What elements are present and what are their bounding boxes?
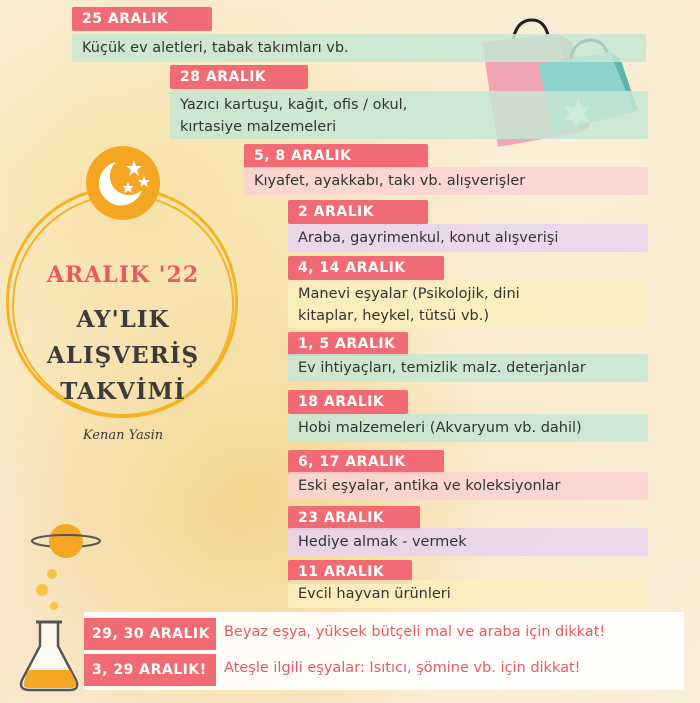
entry-date: 25 ARALIK [72, 7, 212, 31]
entry-date: 28 ARALIK [170, 65, 308, 89]
warning-text: Ateşle ilgili eşyalar: Isıtıcı, şömine vb. için dikkat! [224, 660, 581, 676]
warning-text: Beyaz eşya, yüksek bütçeli mal ve araba için dikkat! [224, 624, 606, 640]
entry-date: 4, 14 ARALIK [288, 256, 444, 280]
entry-date: 11 ARALIK [288, 560, 412, 584]
entry-text: Hediye almak - vermek [288, 528, 648, 556]
entry-text: Yazıcı kartuşu, kağıt, ofis / okul, kırtasiye malzemeleri [170, 91, 648, 139]
entry-date: 5, 8 ARALIK [244, 144, 428, 168]
entry-text: Kıyafet, ayakkabı, takı vb. alışverişler [244, 167, 648, 195]
entry-date: 2 ARALIK [288, 200, 428, 224]
planet-icon [28, 518, 104, 564]
entry-text: Küçük ev aletleri, tabak takımları vb. [72, 34, 646, 62]
entry-text: Manevi eşyalar (Psikolojik, dini kitaplar, heykel, tütsü vb.) [288, 280, 648, 328]
entry-date: 6, 17 ARALIK [288, 450, 444, 474]
entry-date: 1, 5 ARALIK [288, 332, 408, 356]
moon-stars-icon [86, 146, 160, 220]
entry-text: Araba, gayrimenkul, konut alışverişi [288, 224, 648, 252]
entry-date: 23 ARALIK [288, 506, 420, 530]
entry-date: 18 ARALIK [288, 390, 408, 414]
warning-date: 29, 30 ARALIK [84, 618, 216, 650]
warning-date: 3, 29 ARALIK! [84, 654, 216, 686]
title-line-2: ALIŞVERİŞ [46, 342, 200, 369]
entry-text: Eski eşyalar, antika ve koleksiyonlar [288, 472, 648, 500]
author-signature: Kenan Yasin [82, 428, 164, 443]
entry-text: Evcil hayvan ürünleri [288, 580, 648, 608]
title-line-3: TAKVİMİ [60, 378, 186, 405]
flask-icon [14, 566, 84, 696]
entry-text: Ev ihtiyaçları, temizlik malz. deterjanlar [288, 354, 648, 382]
entry-text: Hobi malzemeleri (Akvaryum vb. dahil) [288, 414, 648, 442]
title-month: ARALIK '22 [46, 262, 200, 288]
title-line-1: AY'LIK [76, 306, 170, 333]
